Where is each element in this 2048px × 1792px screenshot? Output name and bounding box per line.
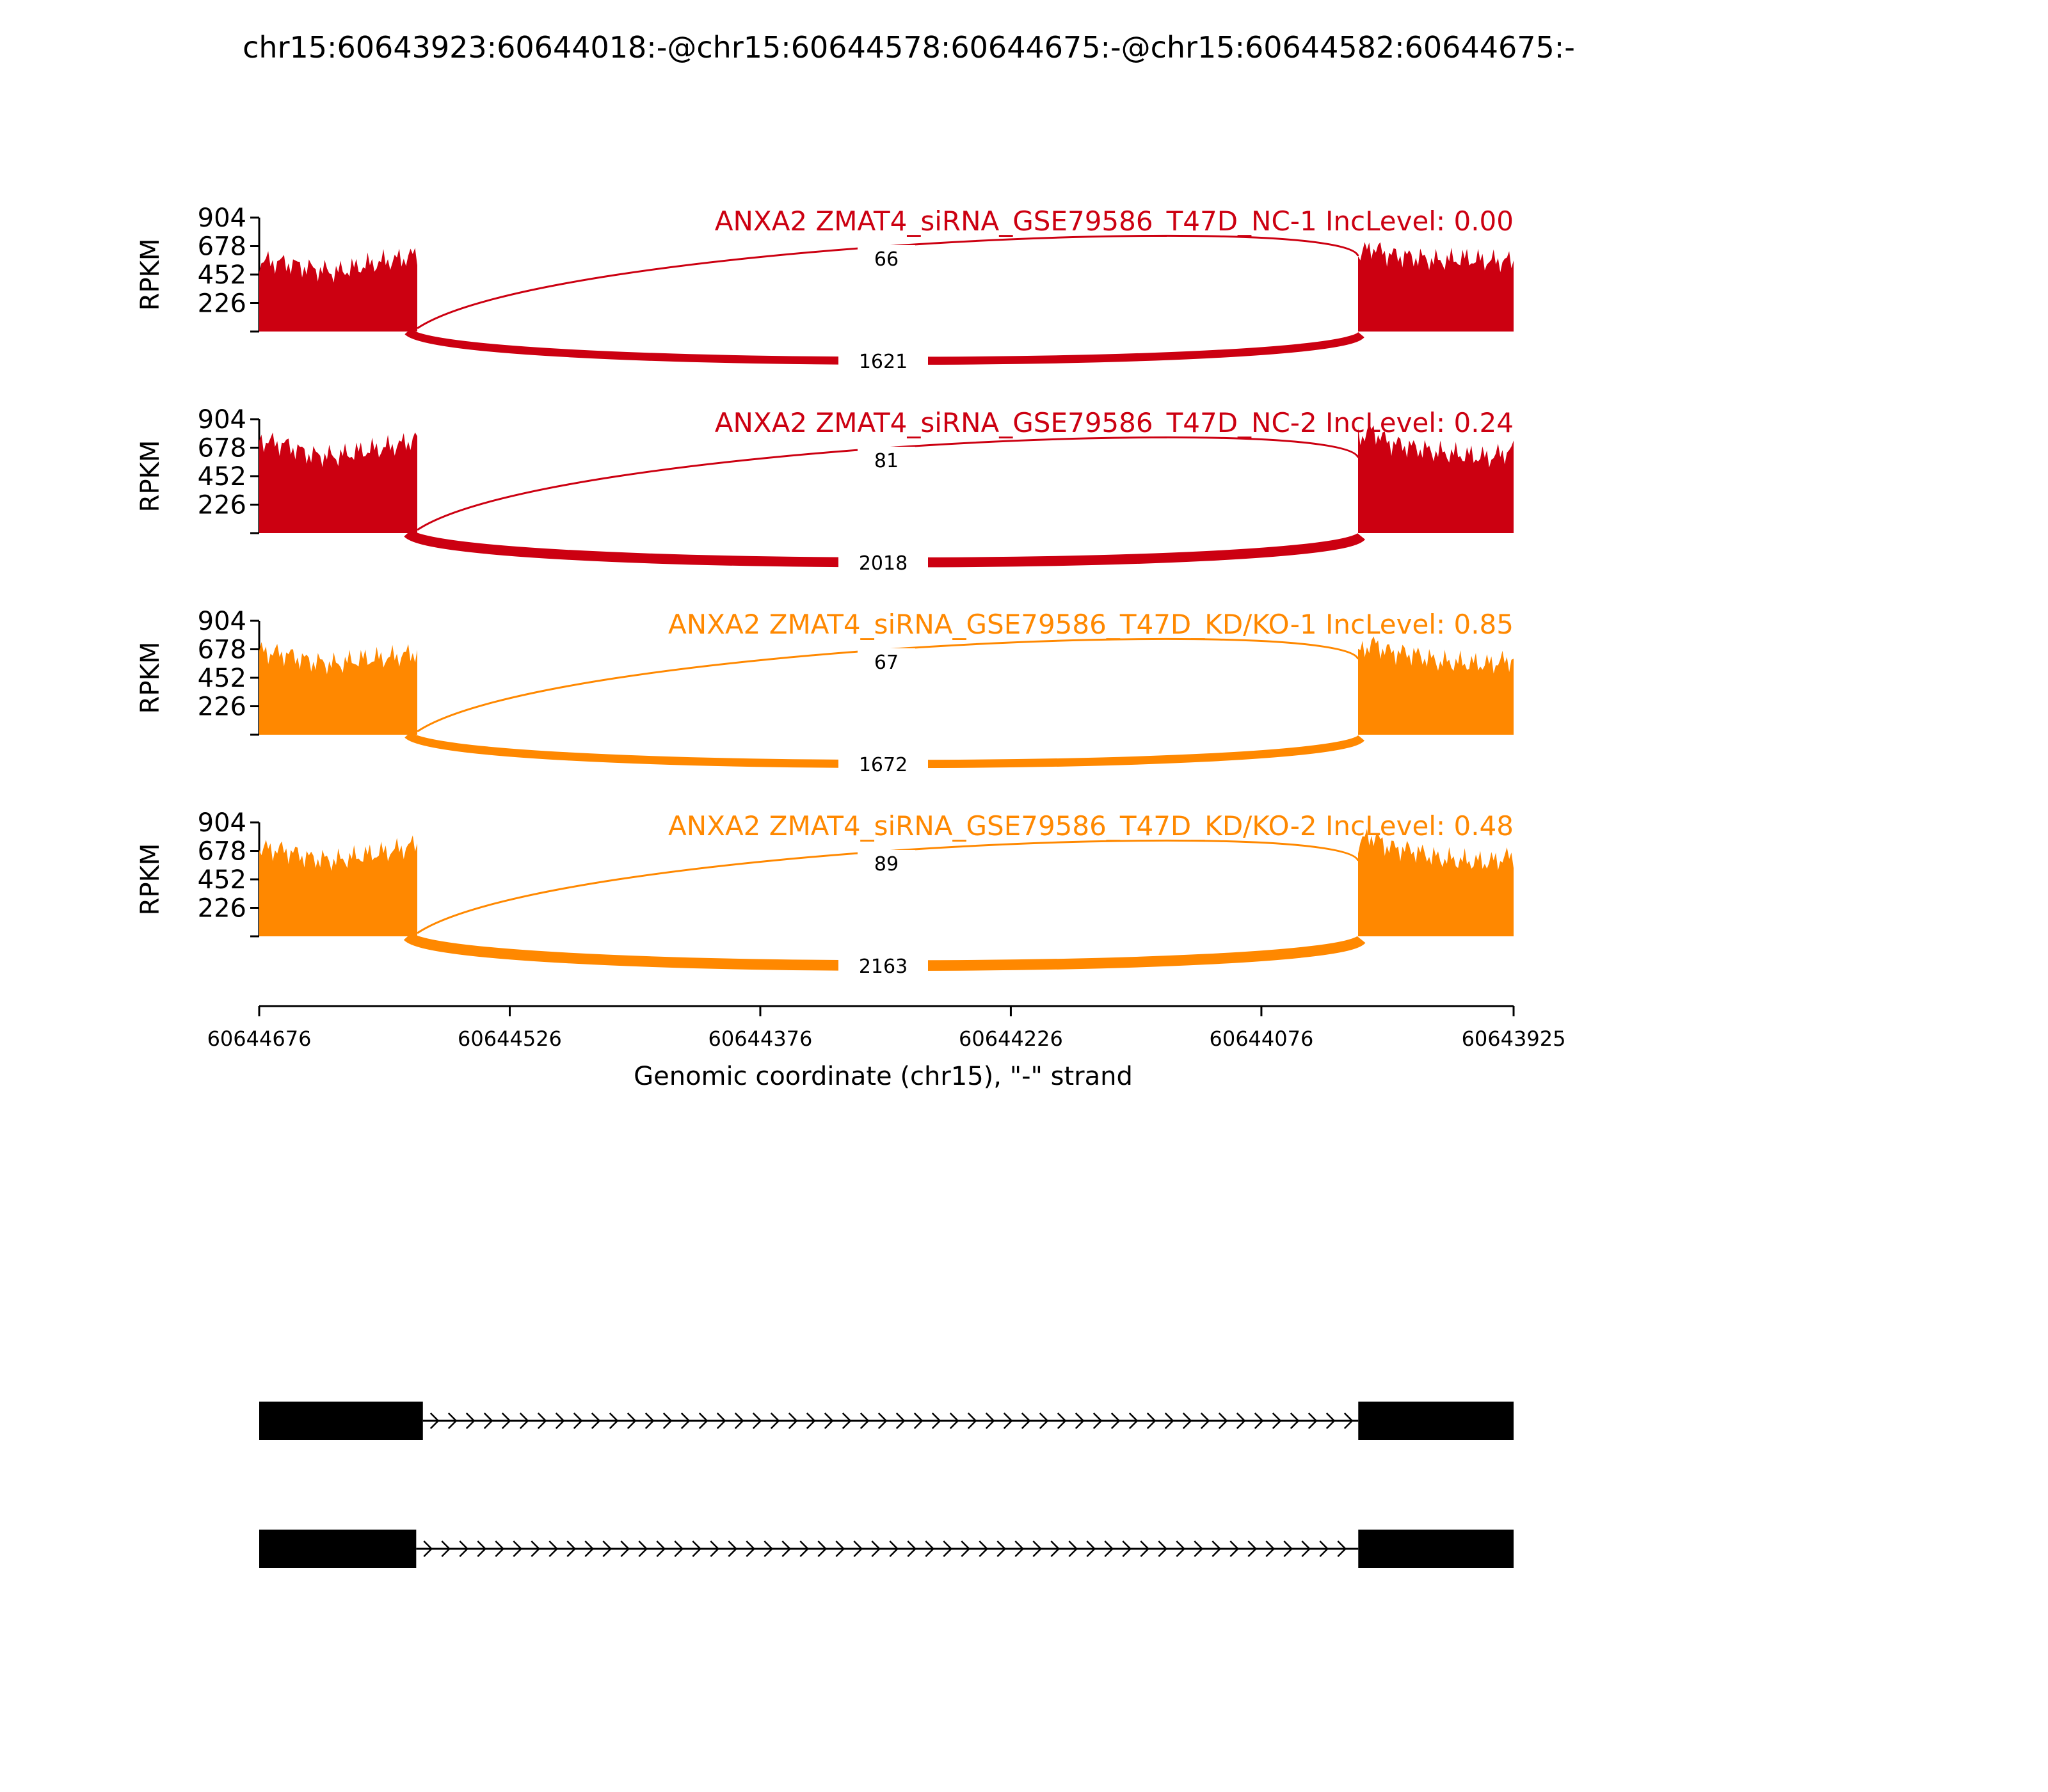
coverage-panel [136,204,1514,374]
coverage-panels [136,204,1514,979]
coverage-right-exon [1358,829,1514,936]
coverage-right-exon [1358,242,1514,332]
y-tick-label: 226 [197,289,246,319]
panel-title: ANXA2 ZMAT4_siRNA_GSE79586_T47D_KD/KO-1 IncLevel: 0.85 [668,609,1514,640]
panel-title: ANXA2 ZMAT4_siRNA_GSE79586_T47D_KD/KO-2 IncLevel: 0.48 [668,810,1514,842]
coverage-panel [136,607,1514,778]
junction-count-top: 67 [874,652,899,674]
exon-block [1358,1402,1514,1440]
y-tick-label: 904 [197,204,246,233]
y-tick-label: 678 [197,836,246,867]
y-tick-label: 678 [197,635,246,665]
gene-models [259,1402,1514,1568]
coverage-left-exon [259,248,417,332]
coverage-right-exon [1358,423,1514,533]
junction-count-top: 66 [874,248,899,271]
y-tick-label: 226 [197,490,246,520]
y-tick-label: 904 [197,607,246,636]
coverage-right-exon [1358,636,1514,735]
y-tick-label: 904 [197,808,246,838]
coverage-panel [136,808,1514,979]
y-axis-label: RPKM [136,440,165,513]
coverage-left-exon [259,642,417,735]
coverage-left-exon [259,433,417,533]
x-axis [207,1006,1566,1051]
panel-title: ANXA2 ZMAT4_siRNA_GSE79586_T47D_NC-1 IncLevel: 0.00 [714,205,1514,237]
y-axis-label: RPKM [136,238,165,311]
junction-count-top: 89 [874,853,899,876]
chart-title: chr15:60643923:60644018:-@chr15:60644578:60644675:-@chr15:60644582:60644675:- [243,30,1575,65]
y-tick-label: 452 [197,865,246,895]
exon-block [259,1402,423,1440]
coverage-left-exon [259,835,417,936]
x-tick-label: 60644526 [458,1027,562,1051]
junction-count-bottom: 2018 [858,552,908,575]
x-tick-label: 60644676 [207,1027,312,1051]
junction-count-top: 81 [874,450,899,472]
junction-count-bottom: 2163 [858,956,908,978]
gene-model [259,1530,1514,1568]
y-tick-label: 226 [197,692,246,722]
x-tick-label: 60644226 [958,1027,1063,1051]
exon-block [259,1530,416,1568]
panel-title: ANXA2 ZMAT4_siRNA_GSE79586_T47D_NC-2 IncLevel: 0.24 [714,407,1514,438]
exon-block [1358,1530,1514,1568]
y-tick-label: 452 [197,260,246,290]
coverage-panel [136,405,1514,576]
x-tick-label: 60644076 [1209,1027,1314,1051]
y-axis-label: RPKM [136,843,165,916]
y-tick-label: 678 [197,232,246,262]
y-tick-label: 678 [197,433,246,463]
y-tick-label: 452 [197,664,246,693]
x-axis-label: Genomic coordinate (chr15), "-" strand [634,1062,1133,1091]
x-tick-label: 60643925 [1461,1027,1566,1051]
y-tick-label: 226 [197,893,246,924]
x-tick-label: 60644376 [708,1027,813,1051]
junction-count-bottom: 1672 [858,754,908,776]
gene-model [259,1402,1514,1440]
y-tick-label: 452 [197,462,246,492]
junction-count-bottom: 1621 [858,351,908,373]
y-tick-label: 904 [197,405,246,435]
y-axis-label: RPKM [136,641,165,714]
